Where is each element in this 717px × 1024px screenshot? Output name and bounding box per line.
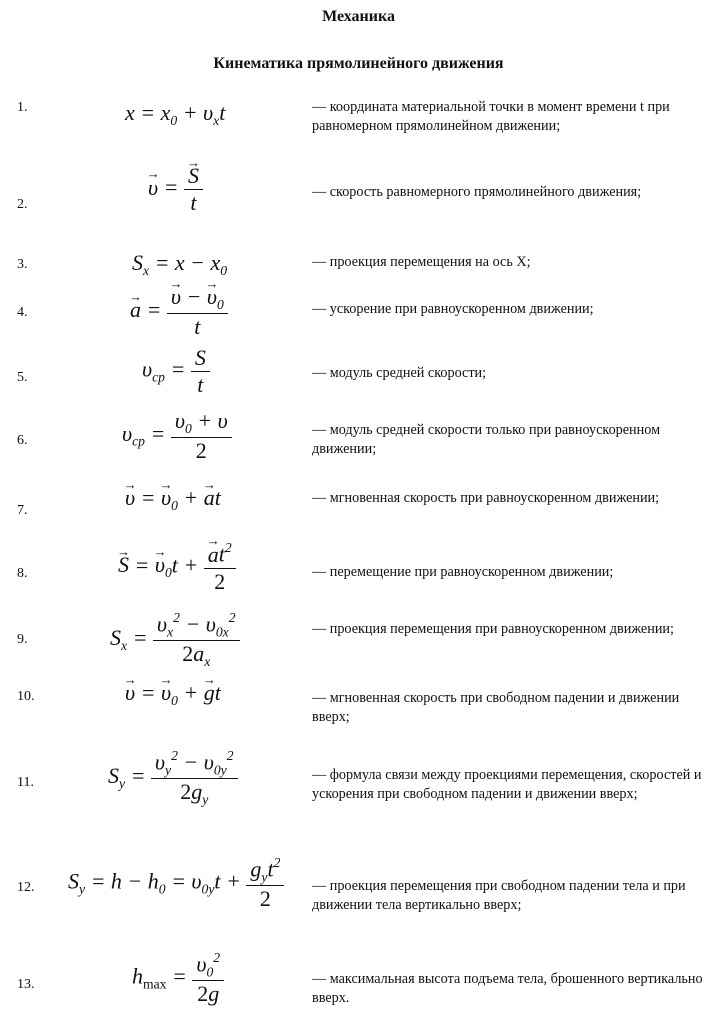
description-10: — мгновенная скорость при свободном падении и движении вверх; — [312, 690, 680, 725]
item-number: 1. — [17, 100, 28, 115]
formula-2: → υ = → $\frac{S}{t}$ — [148, 163, 203, 216]
description-6: — модуль средней скорости только при равноускоренном движении; — [312, 422, 661, 457]
description-5: — модуль средней скорости; — [312, 365, 487, 381]
formula-1: $x = x_0 + \upsilon_xt$ — [125, 100, 226, 128]
formula-7: → υ = → $\upsilon_0$ + → at — [125, 485, 221, 514]
description-2: — скорость равномерного прямолинейного движения; — [312, 184, 642, 200]
section-subtitle: Кинематика прямолинейного движения — [213, 55, 504, 72]
description-1: — координата материальной точки в момент времени t при равномерном прямолинейном движении; — [312, 99, 670, 134]
description-13: — максимальная высота подъема тела, брошенного вертикально вверх. — [312, 971, 703, 1006]
item-number: 6. — [17, 433, 28, 448]
item-number: 10. — [17, 689, 35, 704]
formula-13: $h_{max}$ = $\frac{\upsilon_0^2}{2g}$ — [132, 950, 224, 1007]
item-number: 7. — [17, 503, 28, 518]
description-12: — проекция перемещения при свободном падении тела и при движении тела вертикально вверх; — [312, 878, 686, 913]
page-title: Механика — [322, 8, 395, 25]
item-number: 8. — [17, 566, 28, 581]
item-number: 12. — [17, 880, 35, 895]
description-9: — проекция перемещения при равноускоренном движении; — [312, 621, 674, 637]
formula-11: $S_y$ = $\frac{\upsilon_y^2 - \upsilon_{0y}^2}{2g_y}$ — [108, 748, 238, 808]
item-number: 11. — [17, 775, 34, 790]
description-8: — перемещение при равноускоренном движении; — [312, 564, 614, 580]
formula-10: → υ = → $\upsilon_0$ + → gt — [125, 680, 221, 709]
formula-9: $S_x$ = $\frac{\upsilon_x^2 - \upsilon_{0x}^2}{2a_x}$ — [110, 610, 240, 670]
description-4: — ускорение при равноускоренном движении; — [312, 301, 594, 317]
description-7: — мгновенная скорость при равноускоренном движении; — [312, 490, 660, 506]
item-number: 9. — [17, 632, 28, 647]
formula-3: $S_x = x - x_0$ — [132, 250, 228, 278]
item-number: 2. — [17, 197, 28, 212]
description-11: — формула связи между проекциями перемещения, скоростей и ускорения при свободном падении и движении вверх; — [312, 767, 702, 802]
formula-5: $\upsilon_{cp}$ = $\frac{S}{t}$ — [142, 345, 210, 398]
description-3: — проекция перемещения на ось X; — [312, 254, 531, 270]
formula-4: → a = → $\frac{\upsilon - \to \upsilon_0}{t}$ — [130, 284, 228, 340]
formula-6: $\upsilon_{cp}$ = $\frac{\upsilon_0 + \upsilon}{2}$ — [122, 408, 232, 464]
formula-12: $S_y = h - h_0 = \upsilon_{0y}t$ + $\frac{g_yt^2}{2}$ — [68, 855, 284, 912]
formula-8: → S = → $\upsilon_0t$ + → $\frac{at^2}{2}$ — [118, 540, 236, 595]
item-number: 5. — [17, 370, 28, 385]
item-number: 3. — [17, 257, 28, 272]
item-number: 13. — [17, 977, 35, 992]
item-number: 4. — [17, 305, 28, 320]
